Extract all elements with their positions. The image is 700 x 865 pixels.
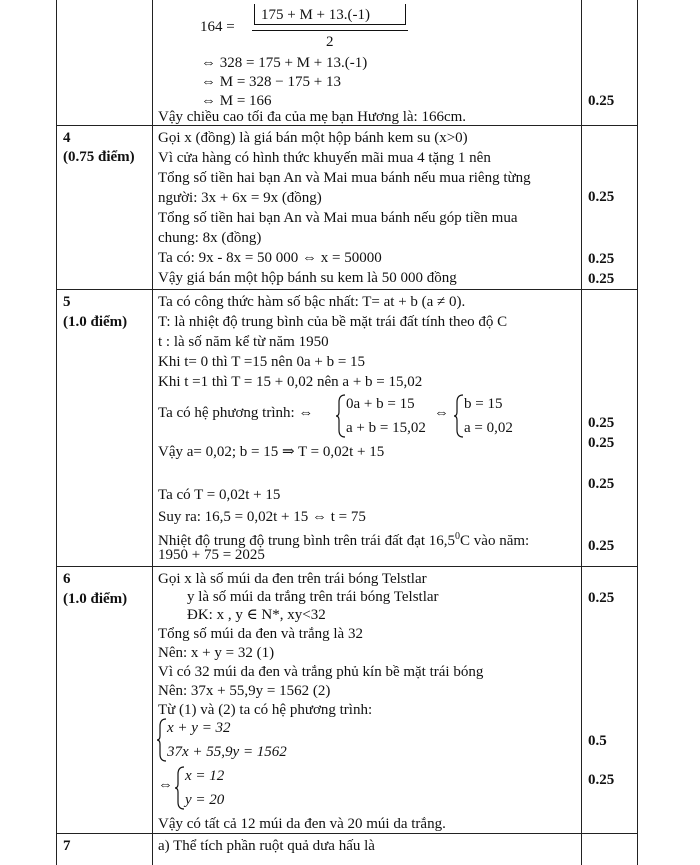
table-border-right	[637, 0, 638, 865]
equation-denominator: 2	[326, 34, 334, 50]
system-equation: b = 15	[464, 396, 503, 412]
system-equation: 37x + 55,9y = 1562	[167, 744, 287, 760]
fraction-bar	[252, 30, 408, 31]
answer-line: Gọi x (đồng) là giá bán một hộp bánh kem su (x>0)	[158, 130, 468, 146]
answer-line: Vì cửa hàng có hình thức khuyến mãi mua 4 tặng 1 nên	[158, 150, 491, 166]
score: 0.25	[588, 538, 615, 554]
score: 0.25	[588, 415, 615, 431]
row-divider	[56, 566, 638, 567]
answer-line: T: là nhiệt độ trung bình của bề mặt trái đất tính theo độ C	[158, 314, 508, 330]
answer-line: Ta có: 9x - 8x = 50 000 ⇔ x = 50000	[158, 250, 382, 266]
answer-line: Khi t= 0 thì T =15 nên 0a + b = 15	[158, 354, 366, 370]
question-points: (0.75 điểm)	[63, 149, 135, 165]
system-equation: 0a + b = 15	[346, 396, 415, 412]
equation-step: ⇔ M = 328 − 175 + 13	[201, 74, 341, 90]
answer-line: Nên: 37x + 55,9y = 1562 (2)	[158, 683, 331, 699]
score: 0.25	[588, 435, 615, 451]
answer-line: Từ (1) và (2) ta có hệ phương trình:	[158, 702, 373, 718]
question-number: 7	[63, 838, 71, 854]
conclusion-text: Vậy chiều cao tối đa của mẹ bạn Hương là: 166cm.	[158, 109, 467, 125]
answer-line: Ta có công thức hàm số bậc nhất: T= at + b (a ≠ 0).	[158, 294, 466, 310]
answer-line: Khi t =1 thì T = 15 + 0,02 nên a + b = 15,02	[158, 374, 423, 390]
answer-line: Ta có T = 0,02t + 15	[158, 487, 281, 503]
answer-line: 1950 + 75 = 2025	[158, 547, 265, 563]
answer-table	[56, 0, 638, 865]
answer-line: Nên: x + y = 32 (1)	[158, 645, 275, 661]
answer-line: a) Thể tích phần ruột quả dưa hấu là	[158, 838, 375, 854]
answer-line: người: 3x + 6x = 9x (đồng)	[158, 190, 322, 206]
answer-line: Vậy giá bán một hộp bánh su kem là 50 000 đồng	[158, 270, 457, 286]
score: 0.25	[588, 476, 615, 492]
score: 0.25	[588, 189, 615, 205]
answer-line: Gọi x là số múi da đen trên trái bóng Telstlar	[158, 571, 427, 587]
answer-line: Tổng số tiền hai bạn An và Mai mua bánh nếu góp tiền mua	[158, 210, 518, 226]
system-equation: x = 12	[185, 768, 225, 784]
equation-lhs: 164 =	[200, 19, 235, 35]
row-divider	[56, 289, 638, 290]
answer-line: y là số múi da trắng trên trái bóng Telstlar	[187, 589, 439, 605]
score: 0.25	[588, 772, 615, 788]
table-divider-1	[152, 0, 153, 865]
equation-numerator: 175 + M + 13.(-1)	[261, 7, 370, 23]
answer-line: Ta có hệ phương trình: ⇔	[158, 405, 314, 421]
answer-line: Suy ra: 16,5 = 0,02t + 15 ⇔ t = 75	[158, 509, 366, 525]
question-number: 4	[63, 130, 71, 146]
answer-line: Tổng số múi da đen và trắng là 32	[158, 626, 363, 642]
answer-line: Tổng số tiền hai bạn An và Mai mua bánh nếu mua riêng từng	[158, 170, 531, 186]
equivalence-arrow: ⇔	[434, 405, 449, 421]
table-border-left	[56, 0, 57, 865]
equation-step: ⇔ 328 = 175 + M + 13.(-1)	[201, 55, 368, 71]
answer-line: ĐK: x , y ∈ N*, xy<32	[187, 607, 326, 623]
answer-line: chung: 8x (đồng)	[158, 230, 262, 246]
score: 0.25	[588, 251, 615, 267]
row-divider	[56, 833, 638, 834]
answer-line: Vậy có tất cả 12 múi da đen và 20 múi da trắng.	[158, 816, 446, 832]
system-equation: y = 20	[185, 792, 225, 808]
table-divider-2	[581, 0, 582, 865]
answer-line: Vì có 32 múi da đen và trắng phủ kín bề mặt trái bóng	[158, 664, 484, 680]
score: 0.25	[588, 590, 615, 606]
equation-step: ⇔ M = 166	[201, 93, 272, 109]
system-equation: a = 0,02	[464, 420, 513, 436]
system-equation: a + b = 15,02	[346, 420, 426, 436]
question-points: (1.0 điểm)	[63, 314, 128, 330]
score: 0.25	[588, 271, 615, 287]
question-number: 6	[63, 571, 71, 587]
system-equation: x + y = 32	[167, 720, 231, 736]
answer-line: t : là số năm kể từ năm 1950	[158, 334, 329, 350]
score: 0.5	[588, 733, 607, 749]
equivalence-arrow: ⇔	[158, 777, 173, 793]
question-number: 5	[63, 294, 71, 310]
question-points: (1.0 điểm)	[63, 591, 128, 607]
score: 0.25	[588, 93, 615, 109]
answer-line: Nhiệt độ trung độ trung bình trên trái đất đạt 16,5$^0$C vào năm:	[158, 531, 530, 549]
answer-line: Vậy a= 0,02; b = 15 ⇒ T = 0,02t + 15	[158, 444, 385, 460]
superscript: 0	[455, 531, 461, 542]
